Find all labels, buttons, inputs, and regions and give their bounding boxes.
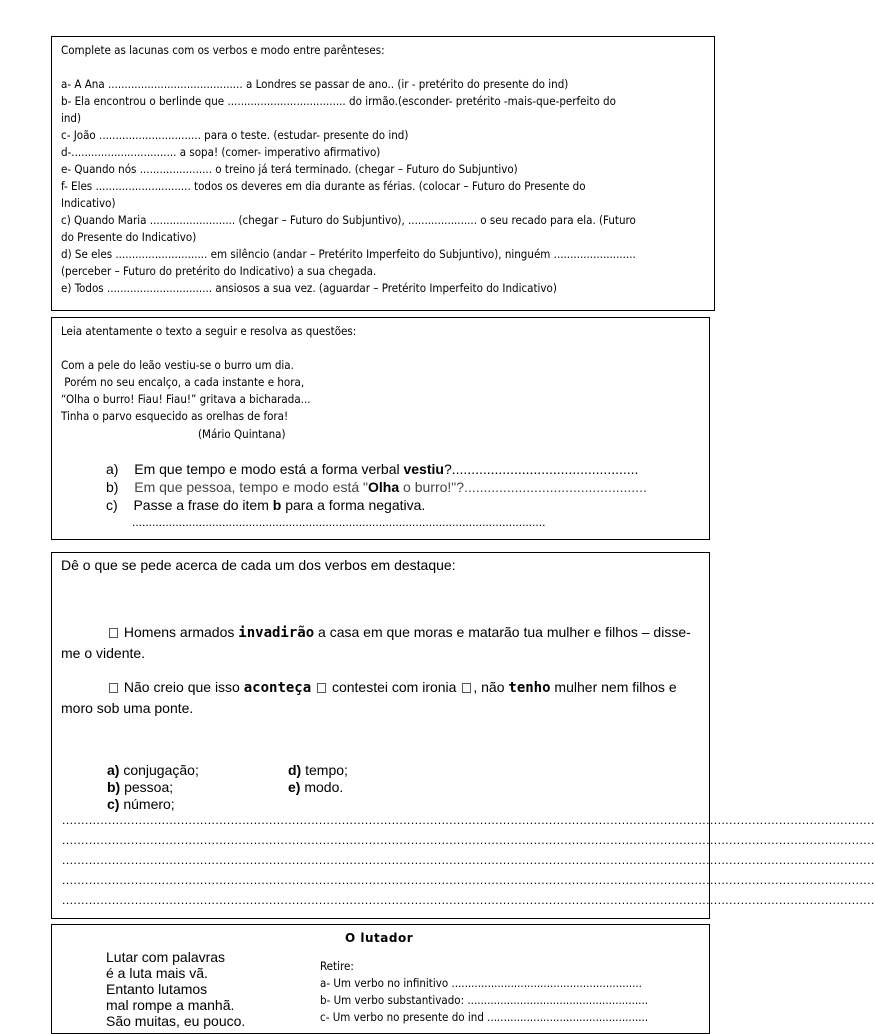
exercise-line: (perceber – Futuro do pretérito do Indicativo) a sua chegada. xyxy=(61,264,377,278)
list-item: b) pessoa; xyxy=(107,779,174,795)
poem-line: Porém no seu encalço, a cada instante e hora, xyxy=(61,375,305,389)
poem-title: O lutador xyxy=(345,931,414,945)
bullet-icon xyxy=(109,628,118,638)
list-item: e) modo. xyxy=(288,779,344,795)
poem-author: (Mário Quintana) xyxy=(198,427,286,441)
answer-dotted-line: .................................................................................................................................................................................................................... xyxy=(62,833,875,847)
poem-line: Lutar com palavras xyxy=(106,949,226,965)
exercise-line: c) Quando Maria .......................... (chegar – Futuro do Subjuntivo), ..................... o seu recado para ela. (Futuro xyxy=(61,213,636,227)
sentence-paragraph-2-continued: moro sob uma ponte. xyxy=(61,700,194,716)
exercise-box-o-lutador xyxy=(51,924,710,1034)
exercise-line: f- Eles ............................. todos os deveres em dia durante as férias. (colocar – Futuro do Presente do xyxy=(61,179,586,193)
exercise-line: c- João ............................... para o teste. (estudar- presente do ind) xyxy=(61,128,409,142)
exercise-line: a- A Ana ......................................... a Londres se passar de ano.. (ir - pretérito do presente do ind) xyxy=(61,77,569,91)
poem-line: São muitas, eu pouco. xyxy=(106,1013,246,1029)
exercise-line: e- Quando nós ...................... o treino já terá terminado. (chegar – Futuro do Subjuntivo) xyxy=(61,162,518,176)
highlighted-verb: aconteça xyxy=(243,680,312,696)
question-marker: b) xyxy=(106,479,119,495)
exercise-line: d) Se eles ............................ em silêncio (andar – Pretérito Imperfeito do Subjuntivo), ninguém ......................... xyxy=(61,247,636,261)
list-item: c) número; xyxy=(107,796,175,812)
exercise-line: e) Todos ................................ ansiosos a sua vez. (aguardar – Pretérito Imperfeito do Indicativo) xyxy=(61,281,557,295)
bullet-icon xyxy=(109,683,118,693)
poem-stanza xyxy=(106,949,245,1029)
answer-line: ............................................................................................................................ xyxy=(132,515,546,529)
exercise-line: do Presente do Indicativo) xyxy=(61,230,197,244)
retire-item: a- Um verbo no infinitivo .......................................................... xyxy=(320,976,642,990)
retire-label: Retire: xyxy=(320,959,354,973)
poem-line: mal rompe a manhã. xyxy=(106,997,235,1013)
item-list-left xyxy=(107,762,199,813)
retire-item: b- Um verbo substantivado: ....................................................... xyxy=(320,993,649,1007)
question-b: b) Em que pessoa, tempo e modo está "Olha o burro!"?............................................... xyxy=(106,479,647,495)
dash-symbol-icon xyxy=(317,683,326,693)
exercise-title: Complete as lacunas com os verbos e modo entre parênteses: xyxy=(61,43,385,57)
poem-line: Tinha o parvo esquecido as orelhas de fora! xyxy=(61,409,289,423)
exercise-line: b- Ela encontrou o berlinde que .................................... do irmão.(esconder- pretérito -mais-que-perfeito do xyxy=(61,94,616,108)
answer-dotted-line: .................................................................................................................................................................................................................... xyxy=(62,893,875,907)
sentence-paragraph-1-continued: me o vidente. xyxy=(61,645,146,661)
exercise-box-verbs xyxy=(51,552,875,919)
question-a: a) Em que tempo e modo está a forma verbal vestiu?................................................ xyxy=(106,461,639,477)
exercise-line: Indicativo) xyxy=(61,196,116,210)
highlighted-verb: invadirão xyxy=(238,625,315,641)
list-item: d) tempo; xyxy=(288,762,348,778)
question-marker: c) xyxy=(106,497,118,513)
answer-dotted-line: .................................................................................................................................................................................................................... xyxy=(62,813,875,827)
exercise-title: Leia atentamente o texto a seguir e resolva as questões: xyxy=(61,324,357,338)
question-marker: a) xyxy=(106,461,119,477)
list-item: a) conjugação; xyxy=(107,762,199,778)
exercise-title: Dê o que se pede acerca de cada um dos verbos em destaque: xyxy=(61,557,456,573)
poem-line: Com a pele do leão vestiu-se o burro um dia. xyxy=(61,358,294,372)
sentence-paragraph-1: Homens armados invadirão a casa em que moras e matarão tua mulher e filhos – disse- xyxy=(107,624,691,641)
dash-symbol-icon xyxy=(462,683,471,693)
exercise-line: d-................................ a sopa! (comer- imperativo afirmativo) xyxy=(61,145,381,159)
poem-line: é a luta mais vã. xyxy=(106,965,208,981)
poem-line: “Olha o burro! Fiau! Fiau!” gritava a bicharada... xyxy=(61,392,311,406)
sentence-paragraph-2: Não creio que isso aconteça contestei com ironia , não tenho mulher nem filhos e xyxy=(107,679,677,696)
answer-dotted-line: .................................................................................................................................................................................................................... xyxy=(62,853,875,867)
exercise-box-fill-blanks xyxy=(51,36,715,311)
exercise-box-poem-questions xyxy=(51,317,710,540)
question-c: c) Passe a frase do item b para a forma negativa. xyxy=(106,497,426,513)
retire-item: c- Um verbo no presente do ind ................................................. xyxy=(320,1010,649,1024)
answer-dotted-line: .................................................................................................................................................................................................................... xyxy=(62,873,875,887)
exercise-line: ind) xyxy=(61,111,82,125)
poem-line: Entanto lutamos xyxy=(106,981,208,997)
item-list-right xyxy=(288,762,348,796)
highlighted-verb: tenho xyxy=(508,680,551,696)
